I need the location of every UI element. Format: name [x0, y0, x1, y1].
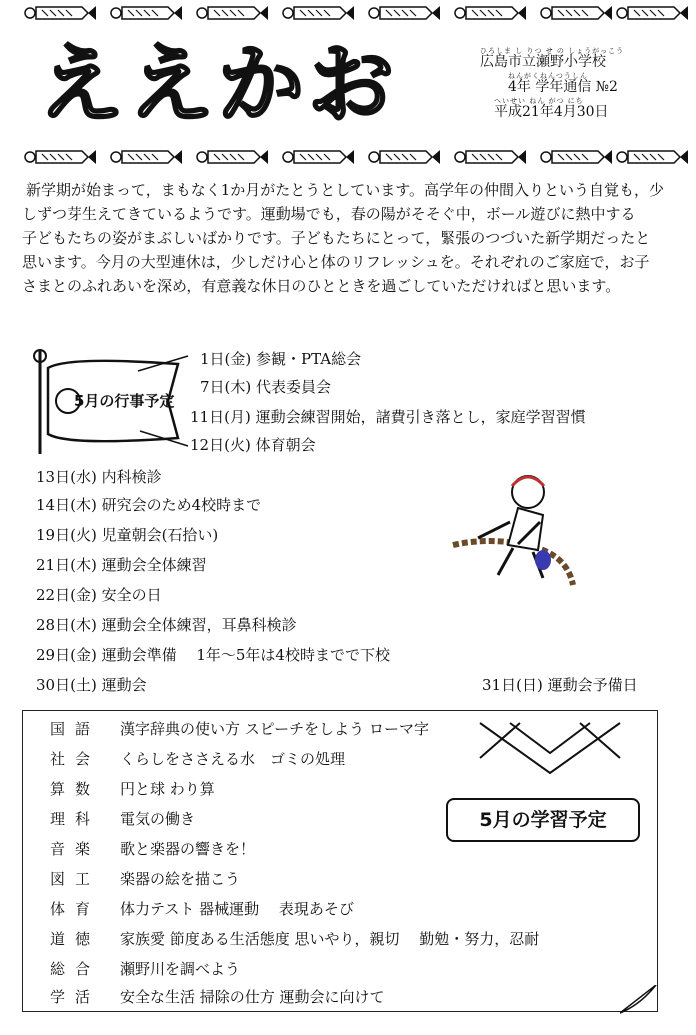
- subject-row: [50, 748, 345, 769]
- event-date: 28日(木): [36, 616, 97, 634]
- subject-text: 安全な生活 掃除の仕方 運動会に向けて: [120, 988, 385, 1006]
- event-date: 7日(木): [200, 378, 252, 396]
- carp-streamer-border-middle: [0, 146, 696, 168]
- intro-paragraph: [22, 178, 672, 298]
- newsletter-ruby: ねんがくねんつうしん: [508, 72, 588, 81]
- newsletter-title: ええかお: [38, 35, 398, 135]
- subject-name: 国語: [50, 720, 101, 738]
- intro-line: 子どもたちの姿がまぶしいばかりです。子どもたちにとって，緊張のつづいた新学期だったと: [22, 229, 651, 247]
- subject-name: 理科: [50, 810, 101, 828]
- event-date: 19日(火): [36, 526, 97, 544]
- event-row: [36, 674, 147, 698]
- subject-name: 総合: [50, 960, 101, 978]
- event-date: 11日(月): [190, 408, 251, 426]
- school-ruby: ひろしま し りつ せ の しょうがっこう: [480, 47, 625, 55]
- date-ruby: へいせい ねん がつ にち: [494, 97, 584, 106]
- subject-name: 算数: [50, 780, 101, 798]
- subject-text: 楽器の絵を描こう: [120, 870, 241, 888]
- event-text: 運動会予備日: [547, 676, 638, 694]
- subject-row: [50, 928, 539, 949]
- event-row: [36, 584, 162, 608]
- subject-text: 瀬野川を調べよう: [120, 960, 241, 978]
- event-row: [200, 348, 361, 372]
- page-curl-corner: [620, 985, 660, 1015]
- event-text: 運動会準備 1年～5年は4校時までで下校: [101, 646, 390, 664]
- event-date: 29日(金): [36, 646, 97, 664]
- event-date: 22日(金): [36, 586, 97, 604]
- subject-name: 社会: [50, 750, 101, 768]
- subject-row: [50, 958, 240, 979]
- event-text: 運動会全体練習: [101, 556, 207, 574]
- intro-line: 思います。今月の大型連休は，少しだけ心と体のリフレッシュを。それぞれのご家庭で，お子: [22, 253, 650, 271]
- event-date: 30日(土): [36, 676, 97, 694]
- intro-line: さまとのふれあいを深め，有意義な休日のひとときを過ごしていただければと思います。: [22, 277, 621, 295]
- event-row: [36, 524, 218, 548]
- subject-name: 図工: [50, 870, 101, 888]
- event-row: [36, 644, 390, 668]
- subject-name: 音楽: [50, 840, 101, 858]
- event-date: 14日(木): [36, 496, 97, 514]
- event-text: 運動会: [101, 676, 147, 694]
- subject-row: [50, 718, 429, 739]
- subject-text: 家族愛 節度ある生活態度 思いやり，親切 勤勉・努力，忍耐: [120, 930, 540, 948]
- subject-text: 円と球 わり算: [120, 780, 215, 798]
- event-text: 参観・PTA総会: [256, 350, 362, 368]
- event-date: 1日(金): [200, 350, 252, 368]
- event-row: [36, 494, 261, 518]
- subject-row: [50, 778, 215, 799]
- event-date: 21日(木): [36, 556, 97, 574]
- event-text: 内科検診: [101, 468, 162, 486]
- event-text: 研究会のため4校時まで: [101, 496, 262, 514]
- study-banner-label: 5月の学習予定: [446, 798, 640, 842]
- event-row: [36, 554, 207, 578]
- subject-text: 歌と楽器の響きを！: [120, 840, 256, 858]
- events-banner-label: 5月の行事予定: [74, 392, 175, 410]
- subject-text: くらしをささえる水 ゴミの処理: [120, 750, 346, 768]
- issue-date: 平成21年4月30日: [494, 104, 609, 121]
- newsletter-number: 4年 学年通信 №2: [508, 79, 618, 96]
- subject-row: [50, 808, 195, 829]
- subject-row: [50, 898, 354, 919]
- subject-text: 電気の働き: [120, 810, 196, 828]
- event-text: 児童朝会(石拾い): [101, 526, 219, 544]
- subject-text: 体力テスト 器械運動 表現あそび: [120, 900, 354, 918]
- intro-line: 新学期が始まって，まもなく1か月がたとうとしています。高学年の仲間入りという自覚も，少: [26, 181, 665, 199]
- event-row: [190, 406, 586, 430]
- school-name: 広島市立瀬野小学校: [480, 54, 606, 71]
- subject-name: 体育: [50, 900, 101, 918]
- school-info: [480, 48, 680, 123]
- subject-text: 漢字辞典の使い方 スピーチをしよう ローマ字: [120, 720, 429, 738]
- subject-row: [50, 986, 385, 1007]
- carp-streamer-border-top: [0, 2, 696, 24]
- event-row: [36, 466, 162, 490]
- event-text: 代表委員会: [256, 378, 332, 396]
- intro-line: しずつ芽生えてきているようです。運動場でも，春の陽がそそぐ中，ボール遊びに熱中する: [22, 205, 636, 223]
- subject-name: 道徳: [50, 930, 101, 948]
- event-date: 12日(火): [190, 436, 251, 454]
- event-date: 13日(水): [36, 468, 97, 486]
- subject-row: [50, 868, 240, 889]
- event-text: 運動会全体練習，耳鼻科検診: [101, 616, 297, 634]
- event-row: [200, 376, 331, 400]
- event-row: [190, 434, 316, 458]
- event-row: [36, 614, 297, 638]
- event-date: 31日(日): [482, 676, 543, 694]
- event-text: 運動会練習開始，諸費引き落とし，家庭学習習慣: [255, 408, 586, 426]
- event-text: 体育朝会: [255, 436, 316, 454]
- event-row: [482, 674, 638, 698]
- subject-row: [50, 838, 255, 859]
- subject-name: 学活: [50, 988, 101, 1006]
- tug-of-war-illustration: [448, 460, 588, 590]
- event-text: 安全の日: [101, 586, 162, 604]
